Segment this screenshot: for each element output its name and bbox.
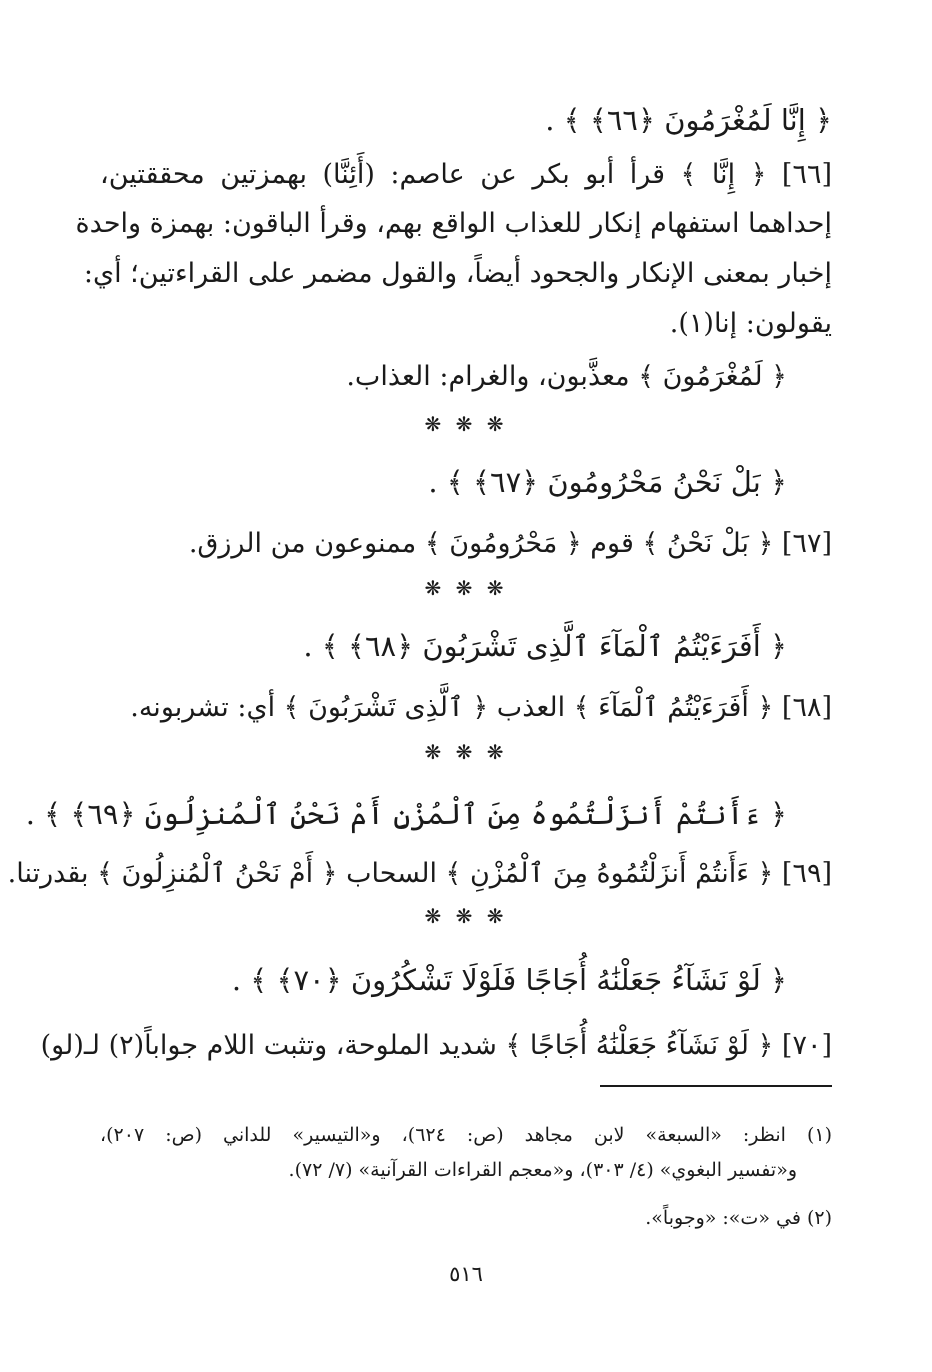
verse-69: ﴿ ءَأَنتُمْ أَنزَلْتُمُوهُ مِنَ ٱلْمُزْنِ أَمْ نَحْنُ ٱلْمُنزِلُونَ ﴿٦٩﴾ ﴾ .	[25, 797, 787, 831]
tafsir-68: [٦٨] ﴿ أَفَرَءَيْتُمُ ٱلْمَآءَ ﴾ العذب ﴿ ٱلَّذِى تَشْرَبُونَ ﴾ أي: تشربونه.	[130, 692, 832, 723]
footnote-rule	[600, 1085, 832, 1087]
footnote-1-line-1: (١) انظر: «السبعة» لابن مجاهد (ص: ٦٢٤)، و«التيسير» للداني (ص: ٢٠٧)،	[100, 1124, 832, 1146]
section-separator-1: ❋ ❋ ❋	[424, 412, 508, 436]
verse-67: ﴿ بَلْ نَحْنُ مَحْرُومُونَ ﴿٦٧﴾ ﴾ .	[428, 465, 787, 499]
verse-66: ﴿ إِنَّا لَمُغْرَمُونَ ﴿٦٦﴾ ﴾ .	[545, 103, 832, 137]
verse-70: ﴿ لَوْ نَشَآءُ جَعَلْنَٰهُ أُجَاجًا فَلَوْلَا تَشْكُرُونَ ﴿٧٠﴾ ﴾ .	[231, 963, 787, 997]
footnote-1-line-2: و«تفسير البغوي» (٤/ ٣٠٣)، و«معجم القراءات القرآنية» (٧/ ٧٢).	[288, 1159, 797, 1181]
section-separator-4: ❋ ❋ ❋	[424, 904, 508, 928]
tafsir-67: [٦٧] ﴿ بَلْ نَحْنُ ﴾ قوم ﴿ مَحْرُومُونَ ﴾ ممنوعون من الرزق.	[188, 528, 832, 559]
tafsir-66-line-3: إخبار بمعنى الإنكار والجحود أيضاً، والقول مضمر على القراءتين؛ أي:	[83, 258, 832, 289]
verse-68: ﴿ أَفَرَءَيْتُمُ ٱلْمَآءَ ٱلَّذِى تَشْرَبُونَ ﴿٦٨﴾ ﴾ .	[303, 629, 787, 663]
tafsir-66-line-4: يقولون: إنا(١).	[669, 308, 832, 339]
page-number: ٥١٦	[449, 1262, 483, 1286]
tafsir-66-line-1: [٦٦] ﴿ إِنَّا ﴾ قرأ أبو بكر عن عاصم: (أَئِنَّا) بهمزتين محققتين،	[100, 159, 832, 190]
section-separator-3: ❋ ❋ ❋	[424, 740, 508, 764]
tafsir-70: [٧٠] ﴿ لَوْ نَشَآءُ جَعَلْنَٰهُ أُجَاجًا ﴾ شديد الملوحة، وتثبت اللام جواباً(٢) لـ(لو)	[40, 1030, 832, 1061]
tafsir-69: [٦٩] ﴿ ءَأَنتُمْ أَنزَلْتُمُوهُ مِنَ ٱلْمُزْنِ ﴾ السحاب ﴿ أَمْ نَحْنُ ٱلْمُنزِلُونَ ﴾ بقدرتنا.	[7, 858, 832, 889]
tafsir-66-line-2: إحداهما استفهام إنكار للعذاب الواقع بهم، وقرأ الباقون: بهمزة واحدة	[75, 208, 832, 239]
tafsir-66-gloss: ﴿ لَمُغْرَمُونَ ﴾ معذَّبون، والغرام: العذاب.	[346, 361, 787, 392]
section-separator-2: ❋ ❋ ❋	[424, 576, 508, 600]
footnote-2: (٢) في «ت»: «وجوباً».	[645, 1207, 832, 1229]
